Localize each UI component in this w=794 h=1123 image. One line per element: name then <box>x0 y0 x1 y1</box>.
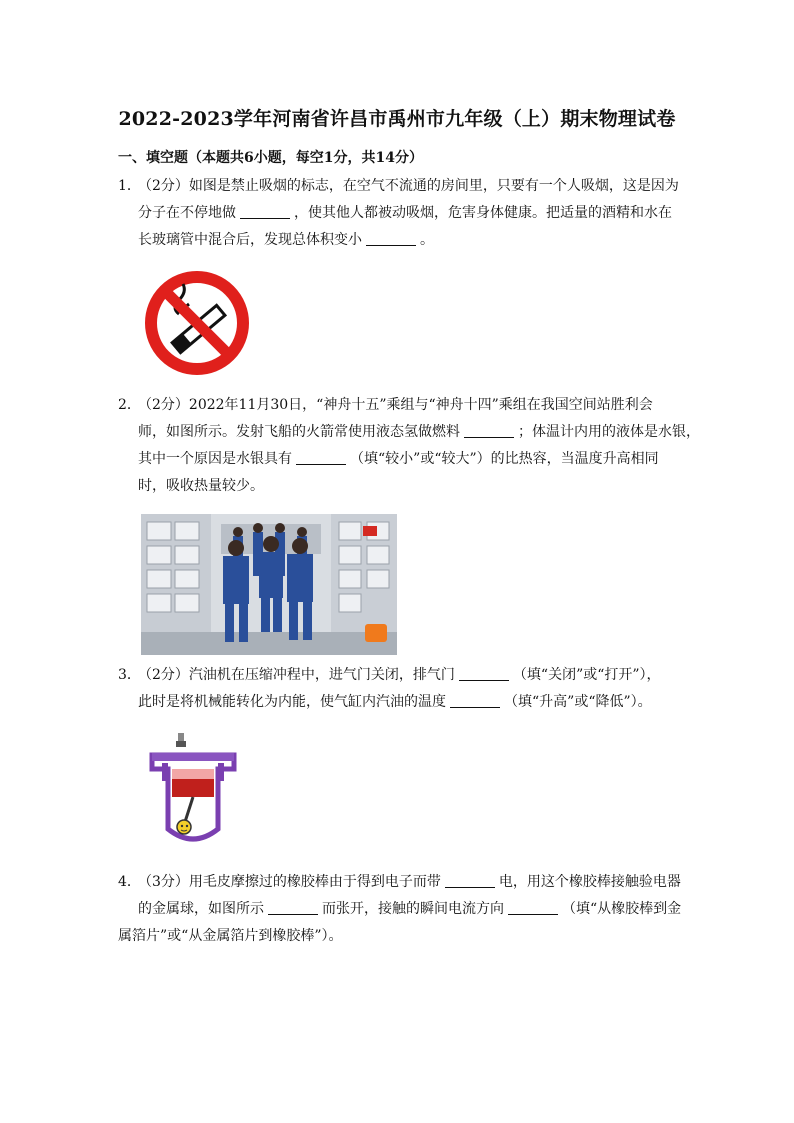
question-number: 2． <box>118 397 141 413</box>
question-text: 电，用这个橡胶棒接触验电器 <box>498 874 681 890</box>
answer-blank[interactable] <box>268 900 318 915</box>
question-text: （2分）如图是禁止吸烟的标志，在空气不流通的房间里，只要有一个人吸烟，这是因为 <box>138 178 679 194</box>
question-text: （2分）汽油机在压缩冲程中，进气门关闭，排气门 <box>138 667 455 683</box>
question-text: （填“关闭”或“打开”）， <box>512 667 661 683</box>
question-text: 属箔片”或“从金属箔片到橡胶棒”）。 <box>118 928 343 944</box>
space-station-photo <box>141 514 397 655</box>
engine-compression-stroke-diagram <box>146 733 240 851</box>
answer-blank[interactable] <box>508 900 558 915</box>
answer-blank[interactable] <box>450 693 500 708</box>
question-text: 而张开，接触的瞬间电流方向 <box>322 901 504 917</box>
question-text: 的金属球，如图所示 <box>138 901 264 917</box>
question-text: 。 <box>420 232 434 248</box>
page-title: 2022-2023学年河南省许昌市禹州市九年级（上）期末物理试卷 <box>118 108 676 130</box>
question-text: （3分）用毛皮摩擦过的橡胶棒由于得到电子而带 <box>138 874 441 890</box>
answer-blank[interactable] <box>459 666 509 681</box>
section-heading: 一、填空题（本题共6小题，每空1分，共14分） <box>118 150 423 166</box>
answer-blank[interactable] <box>296 450 346 465</box>
question-text: 师，如图所示。发射飞船的火箭常使用液态氢做燃料 <box>138 424 460 440</box>
question-2 <box>118 392 700 500</box>
question-4 <box>118 869 682 950</box>
question-text: ；体温计内用的液体是水银， <box>518 424 700 440</box>
question-1 <box>118 173 678 254</box>
question-text: （填“较小”或“较大”）的比热容，当温度升高相同 <box>350 451 659 467</box>
question-text: （填“升高”或“降低”）。 <box>504 694 652 710</box>
question-text: 此时是将机械能转化为内能，使气缸内汽油的温度 <box>138 694 446 710</box>
answer-blank[interactable] <box>366 231 416 246</box>
question-text: （填“从橡胶棒到金 <box>562 901 682 917</box>
question-text: ，使其他人都被动吸烟，危害身体健康。把适量的酒精和水在 <box>294 205 672 221</box>
question-text: （2分）2022年11月30日，“神舟十五”乘组与“神舟十四”乘组在我国空间站胜利会 <box>138 397 653 413</box>
question-number: 3． <box>118 667 141 683</box>
question-number: 4． <box>118 874 141 890</box>
question-text: 分子在不停地做 <box>138 205 236 221</box>
answer-blank[interactable] <box>464 423 514 438</box>
question-text: 长玻璃管中混合后，发现总体积变小 <box>138 232 362 248</box>
question-number: 1． <box>118 178 141 194</box>
answer-blank[interactable] <box>445 873 495 888</box>
question-3 <box>118 662 678 716</box>
question-text: 其中一个原因是水银具有 <box>138 451 292 467</box>
no-smoking-sign-image <box>143 270 251 376</box>
answer-blank[interactable] <box>240 204 290 219</box>
question-text: 时，吸收热量较少。 <box>138 478 264 494</box>
